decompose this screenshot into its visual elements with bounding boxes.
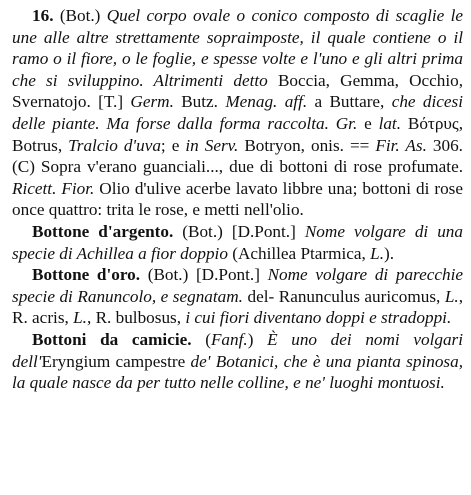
headword: Bottone d'oro. xyxy=(32,265,141,285)
text-segment: Germ. xyxy=(130,92,174,112)
text-segment: e xyxy=(357,113,379,133)
text-segment: ; e xyxy=(160,135,186,155)
definition-text: Botanici, che è una pianta spinosa, la quale nasce da per tutto nelle colline, e ne' luoghi montuosi. xyxy=(12,351,463,393)
headword: Bottoni da camicie. xyxy=(32,329,192,349)
entry-16-definition xyxy=(12,5,463,221)
text-segment: de' xyxy=(185,351,216,371)
text-segment: che dicesi delle piante. Ma forse dalla forma raccolta. Gr. xyxy=(12,92,463,133)
definition-text: Nome volgare di parecchie specie di Ranuncolo, e segnatam. xyxy=(12,265,463,306)
text-segment: ). xyxy=(384,243,395,263)
citation-text: Olio d'ulive acerbe lavato libbre una; bottoni di rose once quattro: trita le rose, e metti nell'olio. xyxy=(12,178,463,220)
definition-text: Nome volgare di una specie di Achillea a fior doppio xyxy=(12,221,463,263)
citation-text: 306. (C) Sopra v'erano guanciali..., due di bottoni di rose profumate. xyxy=(12,135,463,177)
text-segment: , R. bulbosus, xyxy=(86,308,186,328)
entry-bottone-d-oro xyxy=(12,264,463,329)
synonyms-text: Boccia, Gemma, Occhio, Svernatojo. [T.] xyxy=(12,70,463,112)
entry-bottone-d-argento xyxy=(12,221,463,264)
citation-source: Fir. As. xyxy=(375,135,427,155)
text-segment: L. xyxy=(73,308,87,328)
text-segment: ( xyxy=(191,329,211,349)
text-segment: Βότρυς, Botrus, xyxy=(12,113,464,155)
entry-bottoni-da-camicie xyxy=(12,329,463,394)
text-segment: (Bot.) [D.Pont.] xyxy=(140,265,268,285)
text-segment: L. xyxy=(370,243,385,263)
text-segment: (Bot.) [D.Pont.] xyxy=(173,221,305,241)
entry-number: 16. xyxy=(32,6,54,25)
headword: Bottone d'argento. xyxy=(32,221,174,241)
text-segment: in Serv. xyxy=(185,135,239,155)
text-segment: lat. xyxy=(378,113,402,133)
text-segment: Tralcio d'uva xyxy=(68,135,161,155)
text-segment: del- Ranunculus auricomus, xyxy=(242,286,445,306)
text-segment: (Bot.) xyxy=(53,6,107,25)
definition-text: È uno dei nomi volgari dell' xyxy=(12,329,464,371)
text-segment: Botryon, onis. == xyxy=(238,135,376,155)
text-segment: Fanf. xyxy=(210,329,248,349)
text-segment: a Buttare, xyxy=(307,92,392,112)
text-segment: ) xyxy=(247,329,268,349)
citation-source: Ricett. Fior. xyxy=(12,178,95,198)
definition-text: Quel corpo ovale o conico composto di scaglie le une alle altre strettamente sopraimposte, il quale contiene o il ramo o il fiore, o le foglie, e spesse volte e l'uno e gli altri prima che si sviluppino. Altrimenti detto xyxy=(12,6,464,90)
text-segment: (Achillea Ptarmica, xyxy=(227,243,371,263)
text-segment: L. xyxy=(444,286,459,306)
text-segment: Butz. xyxy=(173,92,226,112)
text-segment: Menag. aff. xyxy=(225,92,308,112)
text-segment: , R. acris, xyxy=(12,286,463,328)
text-segment: i cui fiori diventano doppi e stradoppi. xyxy=(185,308,452,328)
text-segment: Eryngium campestre xyxy=(41,351,186,371)
